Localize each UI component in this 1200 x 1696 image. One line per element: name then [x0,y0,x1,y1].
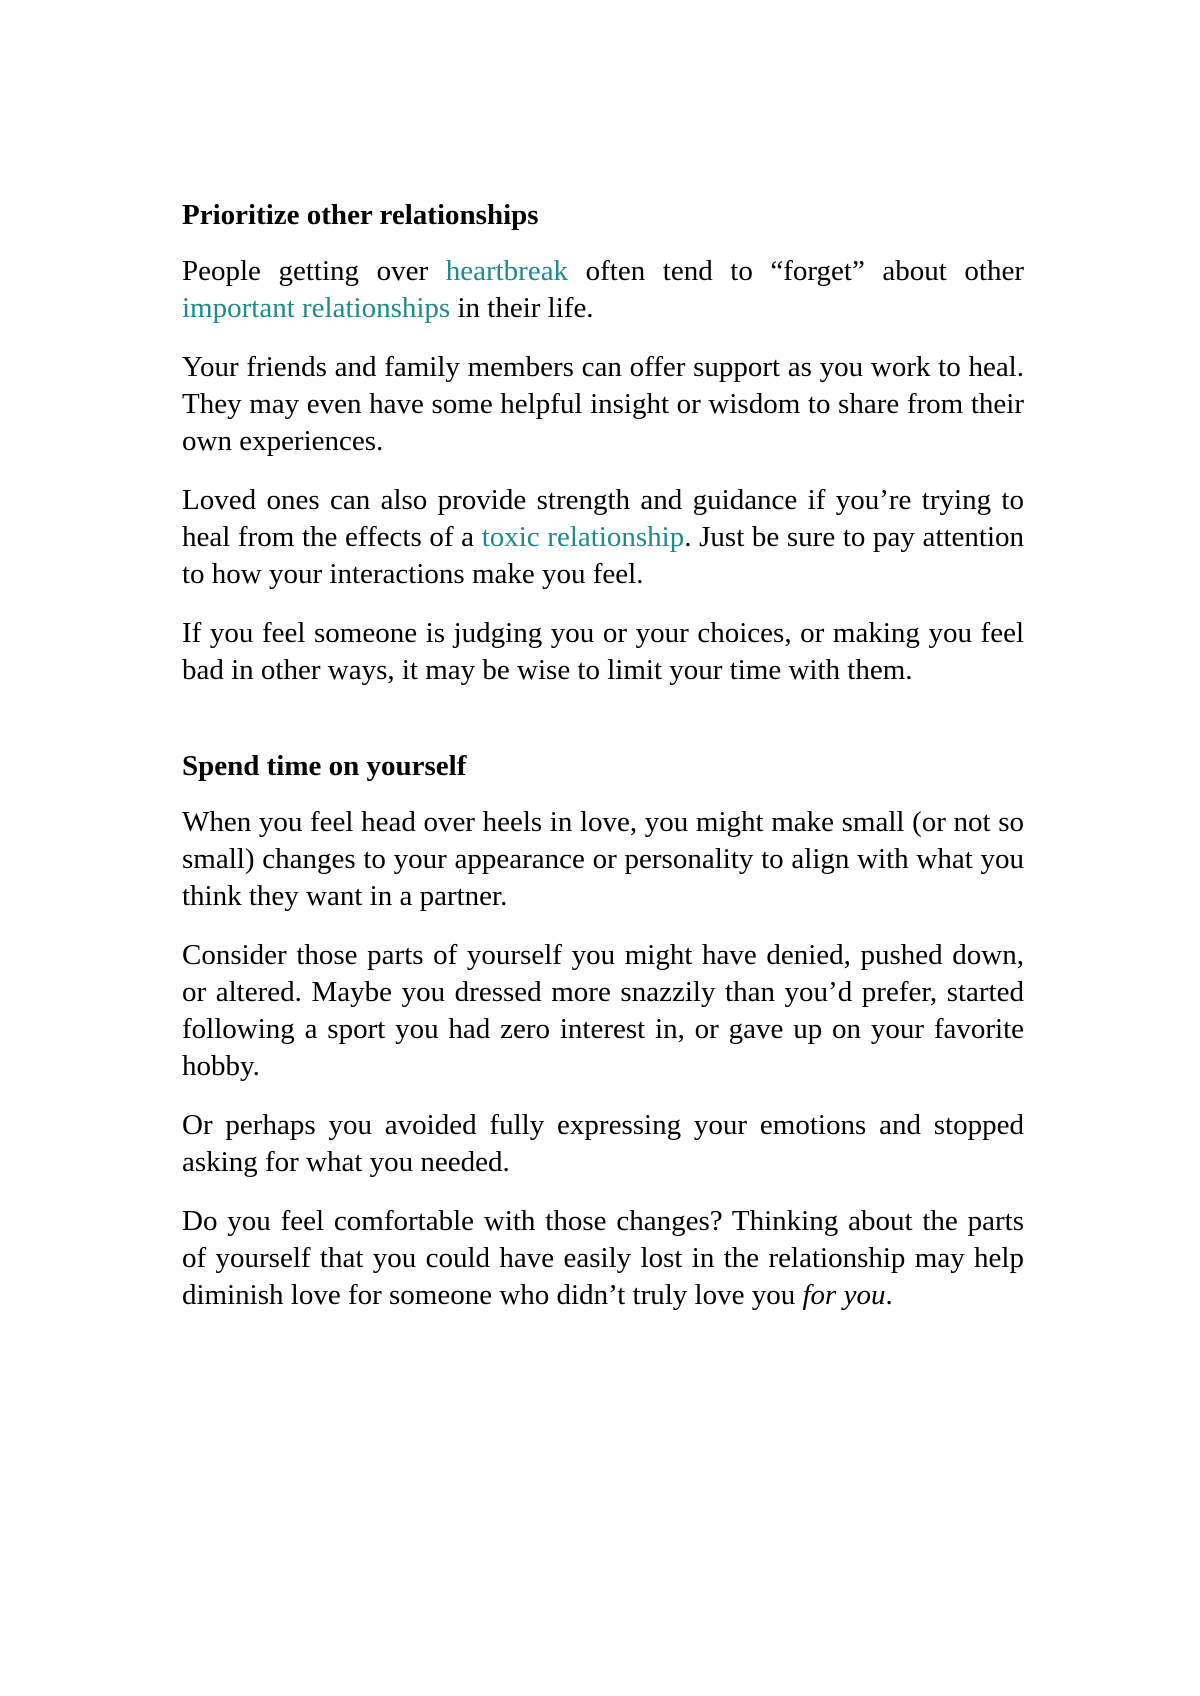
link-heartbreak[interactable]: heartbreak [445,255,569,287]
paragraph-loved-ones [182,482,1024,593]
section-heading-spend-time: Spend time on yourself [182,750,467,782]
paragraph-text: often tend to “forget” about other [568,255,1024,287]
paragraph-text: Do you feel comfortable with those changes? Thinking about the parts of yourself that you could have easily lost in the relationship may help diminish love for someone who didn’t truly love you [182,1205,1024,1311]
section-heading-prioritize: Prioritize other relationships [182,199,539,231]
paragraph-comfortable-changes [182,1203,1024,1314]
paragraph-text: Loved ones can also provide strength and guidance if you’re trying to heal from the effects of a [182,484,1024,553]
document-page [182,196,1024,1336]
paragraph-judging: If you feel someone is judging you or your choices, or making you feel bad in other ways, it may be wise to limit your time with them. [182,617,1024,686]
paragraph-text: . Just be sure to pay attention to how your interactions make you feel. [182,521,1024,590]
paragraph-perhaps-avoided: Or perhaps you avoided fully expressing your emotions and stopped asking for what you needed. [182,1109,1024,1178]
link-important-relationships[interactable]: important relationships [182,292,451,324]
paragraph-friends-family: Your friends and family members can offer support as you work to heal. They may even have some helpful insight or wisdom to share from their own experiences. [182,351,1024,457]
paragraph-consider-parts: Consider those parts of yourself you might have denied, pushed down, or altered. Maybe you dressed more snazzily than you’d prefer, started following a sport you had zero interest in, or gave up on your favorite hobby. [182,939,1024,1082]
paragraph-text: People getting over [182,255,446,287]
paragraph-text: . [885,1279,893,1311]
emphasis-for-you: for you [802,1279,886,1311]
paragraph-head-over-heels: When you feel head over heels in love, you might make small (or not so small) changes to your appearance or personality to align with what you think they want in a partner. [182,806,1024,912]
paragraph-text: in their life. [450,292,594,324]
paragraph-heartbreak [182,253,1024,327]
link-toxic-relationship[interactable]: toxic relationship [481,521,685,553]
